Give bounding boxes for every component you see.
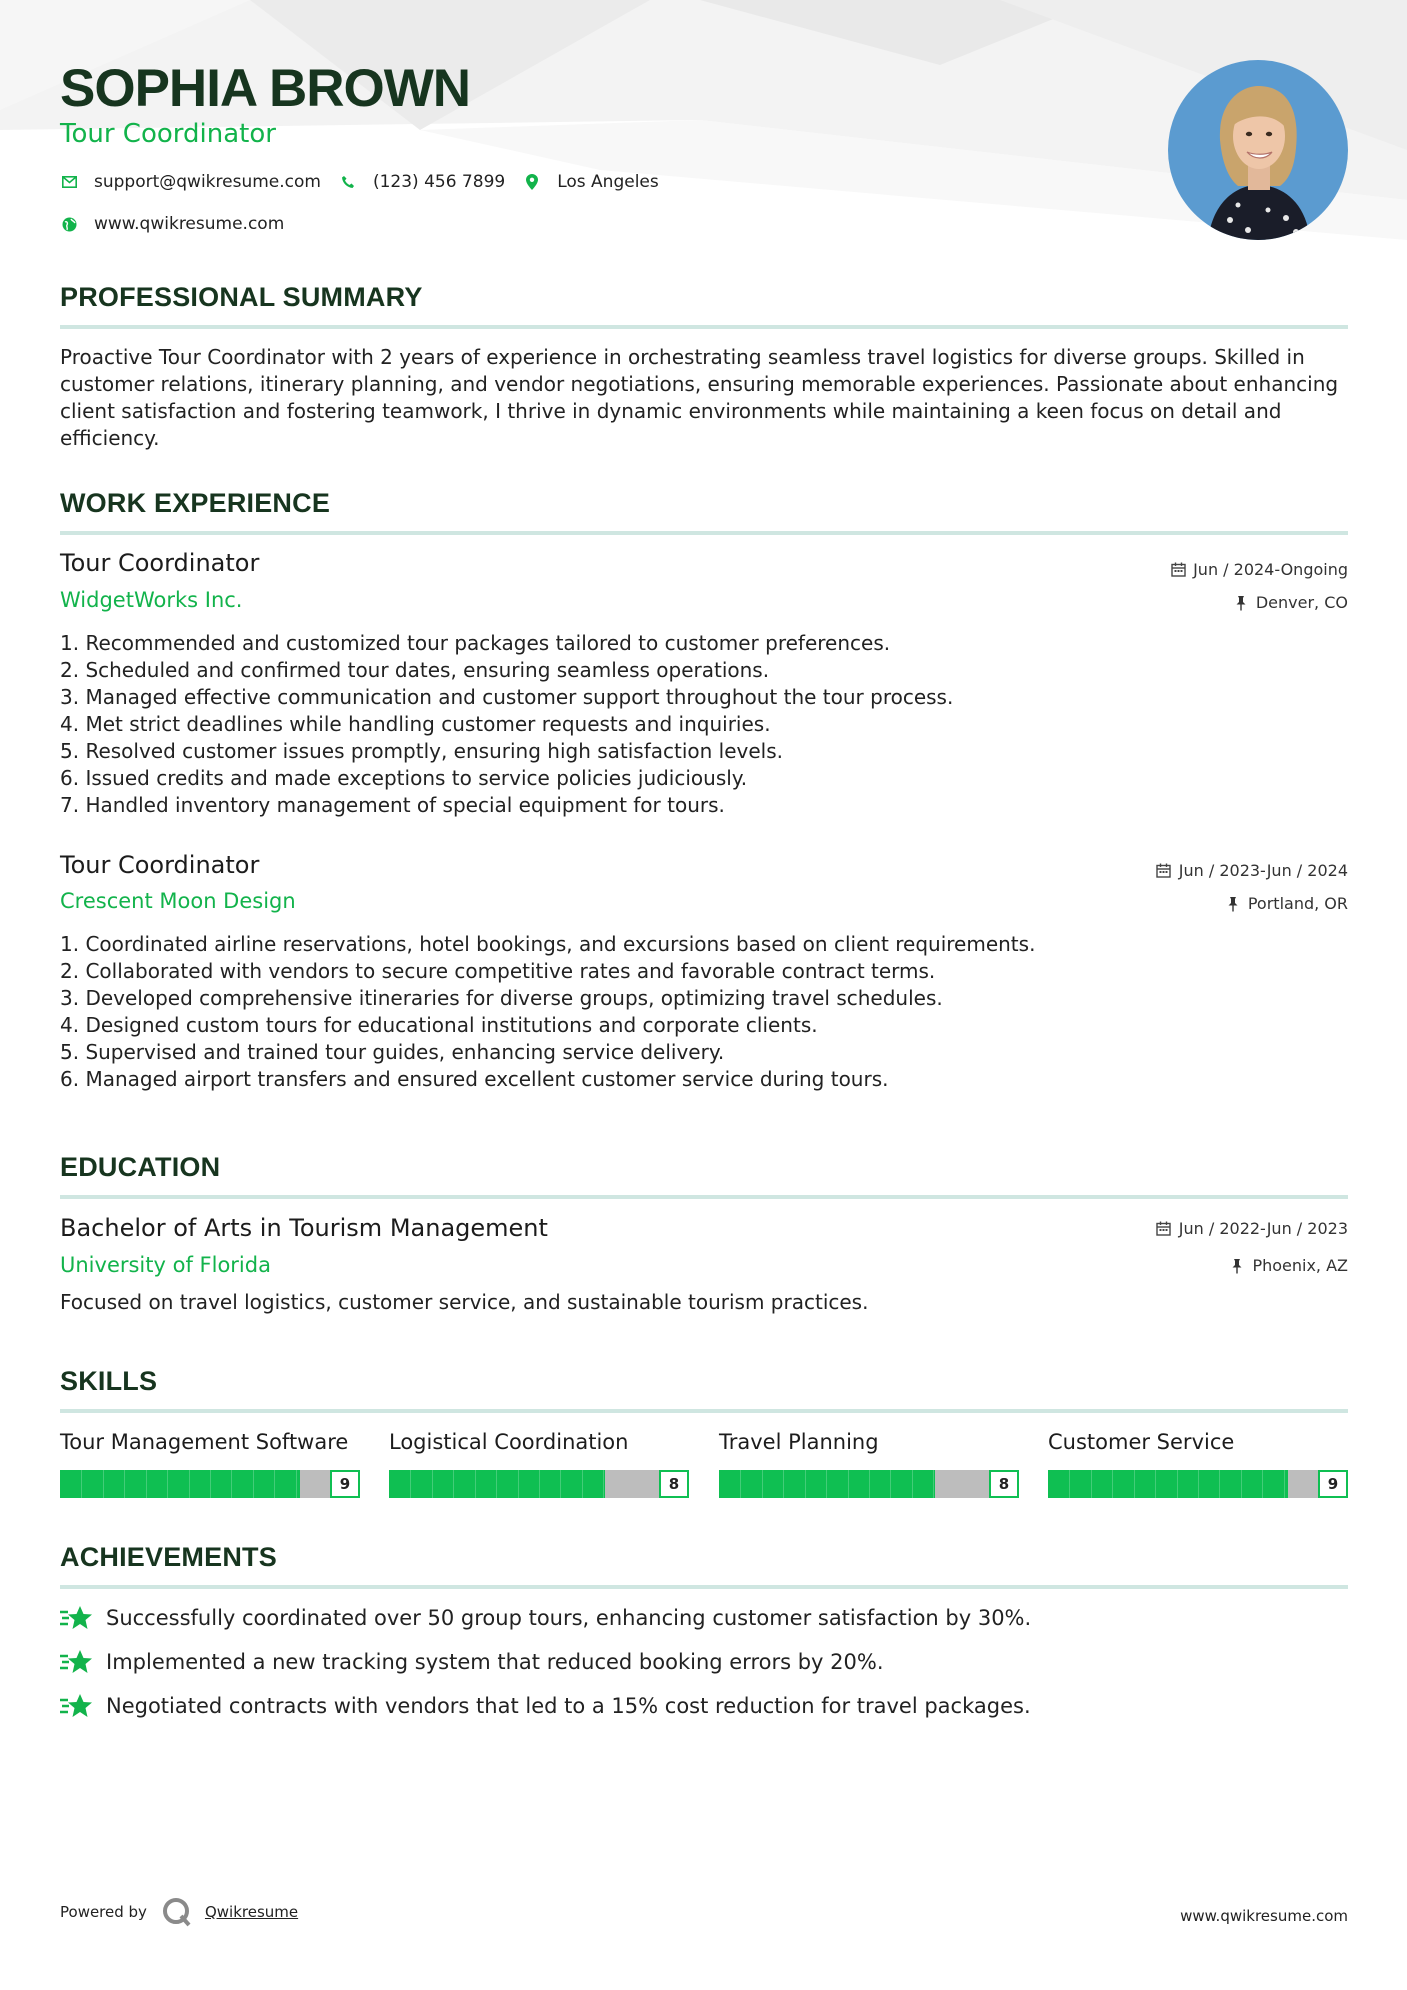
skill-score: 8 — [659, 1470, 689, 1498]
company-name: WidgetWorks Inc. — [60, 588, 243, 612]
skills-heading: SKILLS — [60, 1366, 1348, 1413]
skill-bar-segment — [1198, 1470, 1199, 1498]
pushpin-icon — [1233, 595, 1249, 611]
website-row — [60, 214, 284, 234]
qwikresume-link[interactable]: Qwikresume — [204, 1903, 299, 1921]
list-item: 2. Scheduled and confirmed tour dates, ensuring seamless operations. — [60, 658, 770, 682]
skill-bar-segment — [740, 1470, 741, 1498]
experience-heading: WORK EXPERIENCE — [60, 488, 1348, 535]
achievement-item — [60, 1604, 1031, 1632]
skill-bar-segment — [146, 1470, 147, 1498]
skill-bar-segment — [1177, 1470, 1178, 1498]
achievement-item — [60, 1692, 1031, 1720]
skill-level-fill — [60, 1470, 300, 1498]
job-location-text: Denver, CO — [1255, 593, 1348, 612]
job-dates-text: Jun / 2024-Ongoing — [1193, 560, 1348, 579]
calendar-icon — [1156, 1221, 1172, 1237]
skill-bar-segment — [783, 1470, 784, 1498]
skill-level-bar — [60, 1470, 360, 1498]
skill-bar-segment — [539, 1470, 540, 1498]
skill-bar-segment — [762, 1470, 763, 1498]
education-location-text: Phoenix, AZ — [1252, 1256, 1348, 1275]
skill-bar-segment — [1155, 1470, 1156, 1498]
skill-bar-segment — [1112, 1470, 1113, 1498]
calendar-icon — [1170, 562, 1186, 578]
pushpin-icon — [1225, 896, 1241, 912]
skill-item — [719, 1430, 1019, 1493]
summary-text: Proactive Tour Coordinator with 2 years of experience in orchestrating seamless travel logistics for diverse groups. Skilled in customer relations, itinerary planning, and vendor negotiations, ensuring memorable experiences. Passionate about enhancing client satisfaction and fostering teamwork, I thrive in dynamic environments while maintaining a keen focus on detail and efficiency. — [60, 345, 1339, 450]
profile-photo — [1168, 60, 1348, 240]
skill-bar-segment — [912, 1470, 913, 1498]
skill-bar-segment — [475, 1470, 476, 1498]
list-item: 2. Collaborated with vendors to secure competitive rates and favorable contract terms. — [60, 959, 936, 983]
job-location — [1233, 593, 1348, 612]
qwikresume-logo-icon — [161, 1896, 193, 1928]
skill-name: Logistical Coordination — [389, 1430, 629, 1454]
skill-bar-segment — [210, 1470, 211, 1498]
skill-bar-segment — [453, 1470, 454, 1498]
education-dates — [1156, 1219, 1348, 1238]
list-item: 1. Coordinated airline reservations, hotel bookings, and excursions based on client requirements. — [60, 932, 1036, 956]
skill-level-bar — [719, 1470, 1019, 1498]
contact-website[interactable]: www.qwikresume.com — [94, 214, 285, 234]
job-location-text: Portland, OR — [1247, 894, 1348, 913]
footer-website[interactable]: www.qwikresume.com — [1180, 1907, 1348, 1925]
skill-bar-segment — [410, 1470, 411, 1498]
skill-name: Travel Planning — [719, 1430, 879, 1454]
achievements-heading: ACHIEVEMENTS — [60, 1542, 1348, 1589]
list-item: 6. Managed airport transfers and ensured excellent customer service during tours. — [60, 1067, 889, 1091]
skill-bar-segment — [1134, 1470, 1135, 1498]
skill-bar-segment — [603, 1470, 604, 1498]
list-item: 3. Developed comprehensive itineraries for diverse groups, optimizing travel schedules. — [60, 986, 943, 1010]
list-item: 5. Resolved customer issues promptly, ensuring high satisfaction levels. — [60, 739, 784, 763]
achievement-text: Negotiated contracts with vendors that led to a 15% cost reduction for travel packages. — [106, 1694, 1031, 1718]
skill-bar-segment — [805, 1470, 806, 1498]
calendar-icon — [1156, 863, 1172, 879]
job-bullets — [60, 931, 1035, 1093]
skill-level-bar — [389, 1470, 689, 1498]
skill-bar-segment — [1219, 1470, 1220, 1498]
star-achievement-icon — [60, 1692, 94, 1720]
list-item: 1. Recommended and customized tour packages tailored to customer preferences. — [60, 631, 891, 655]
achievement-text: Successfully coordinated over 50 group tours, enhancing customer satisfaction by 30%. — [106, 1606, 1032, 1630]
map-pin-icon — [523, 173, 541, 191]
skill-bar-segment — [1262, 1470, 1263, 1498]
skill-bar-segment — [167, 1470, 168, 1498]
skill-item — [1048, 1430, 1348, 1493]
skill-bar-segment — [124, 1470, 125, 1498]
contact-row — [60, 172, 659, 192]
job-dates — [1156, 861, 1348, 880]
skill-score: 9 — [330, 1470, 360, 1498]
skill-bar-segment — [560, 1470, 561, 1498]
school-name: University of Florida — [60, 1253, 271, 1277]
skill-bar-segment — [432, 1470, 433, 1498]
job-title: Tour Coordinator — [60, 549, 260, 577]
education-heading: EDUCATION — [60, 1152, 1348, 1199]
skill-bar-segment — [1284, 1470, 1285, 1498]
job-location — [1225, 894, 1348, 913]
contact-email[interactable]: support@qwikresume.com — [94, 172, 321, 192]
skill-bar-segment — [496, 1470, 497, 1498]
education-location — [1229, 1256, 1348, 1275]
skill-level-bar — [1048, 1470, 1348, 1498]
skill-score: 8 — [989, 1470, 1019, 1498]
skill-bar-segment — [81, 1470, 82, 1498]
list-item: 5. Supervised and trained tour guides, enhancing service delivery. — [60, 1040, 725, 1064]
list-item: 3. Managed effective communication and customer support throughout the tour process. — [60, 685, 954, 709]
summary-heading: PROFESSIONAL SUMMARY — [60, 282, 1348, 329]
skill-name: Customer Service — [1048, 1430, 1235, 1454]
star-achievement-icon — [60, 1648, 94, 1676]
skill-bar-segment — [296, 1470, 297, 1498]
envelope-icon — [60, 173, 78, 191]
candidate-name: SOPHIA BROWN — [60, 59, 471, 118]
skill-bar-segment — [933, 1470, 934, 1498]
skill-bar-segment — [826, 1470, 827, 1498]
phone-icon — [339, 173, 357, 191]
job-dates — [1170, 560, 1348, 579]
skill-item — [60, 1430, 360, 1493]
skill-bar-segment — [1091, 1470, 1092, 1498]
degree-title: Bachelor of Arts in Tourism Management — [60, 1214, 548, 1242]
list-item: 4. Designed custom tours for educational institutions and corporate clients. — [60, 1013, 818, 1037]
candidate-title: Tour Coordinator — [60, 119, 276, 149]
skill-name: Tour Management Software — [60, 1430, 349, 1454]
skill-bar-segment — [103, 1470, 104, 1498]
star-achievement-icon — [60, 1604, 94, 1632]
footer-powered-by — [60, 1896, 298, 1928]
skill-bar-segment — [518, 1470, 519, 1498]
list-item: 6. Issued credits and made exceptions to service policies judiciously. — [60, 766, 748, 790]
skill-bar-segment — [1069, 1470, 1070, 1498]
skill-level-fill — [1048, 1470, 1288, 1498]
skill-bar-segment — [890, 1470, 891, 1498]
education-dates-text: Jun / 2022-Jun / 2023 — [1178, 1219, 1348, 1238]
list-item: 7. Handled inventory management of special equipment for tours. — [60, 793, 725, 817]
powered-by-label: Powered by — [60, 1903, 147, 1921]
education-description: Focused on travel logistics, customer service, and sustainable tourism practices. — [60, 1290, 869, 1314]
job-bullets — [60, 630, 953, 819]
skill-score: 9 — [1318, 1470, 1348, 1498]
skill-bar-segment — [869, 1470, 870, 1498]
skill-item — [389, 1430, 689, 1493]
skill-bar-segment — [1241, 1470, 1242, 1498]
contact-location: Los Angeles — [557, 172, 659, 192]
list-item: 4. Met strict deadlines while handling customer requests and inquiries. — [60, 712, 771, 736]
skill-bar-segment — [253, 1470, 254, 1498]
skill-bar-segment — [189, 1470, 190, 1498]
job-title: Tour Coordinator — [60, 851, 260, 879]
pushpin-icon — [1229, 1258, 1245, 1274]
skill-bar-segment — [848, 1470, 849, 1498]
achievement-text: Implemented a new tracking system that reduced booking errors by 20%. — [106, 1650, 884, 1674]
job-dates-text: Jun / 2023-Jun / 2024 — [1178, 861, 1348, 880]
contact-phone[interactable]: (123) 456 7899 — [372, 172, 506, 192]
skill-bar-segment — [231, 1470, 232, 1498]
globe-icon — [60, 215, 78, 233]
skill-bar-segment — [582, 1470, 583, 1498]
company-name: Crescent Moon Design — [60, 889, 296, 913]
skill-bar-segment — [274, 1470, 275, 1498]
achievement-item — [60, 1648, 884, 1676]
